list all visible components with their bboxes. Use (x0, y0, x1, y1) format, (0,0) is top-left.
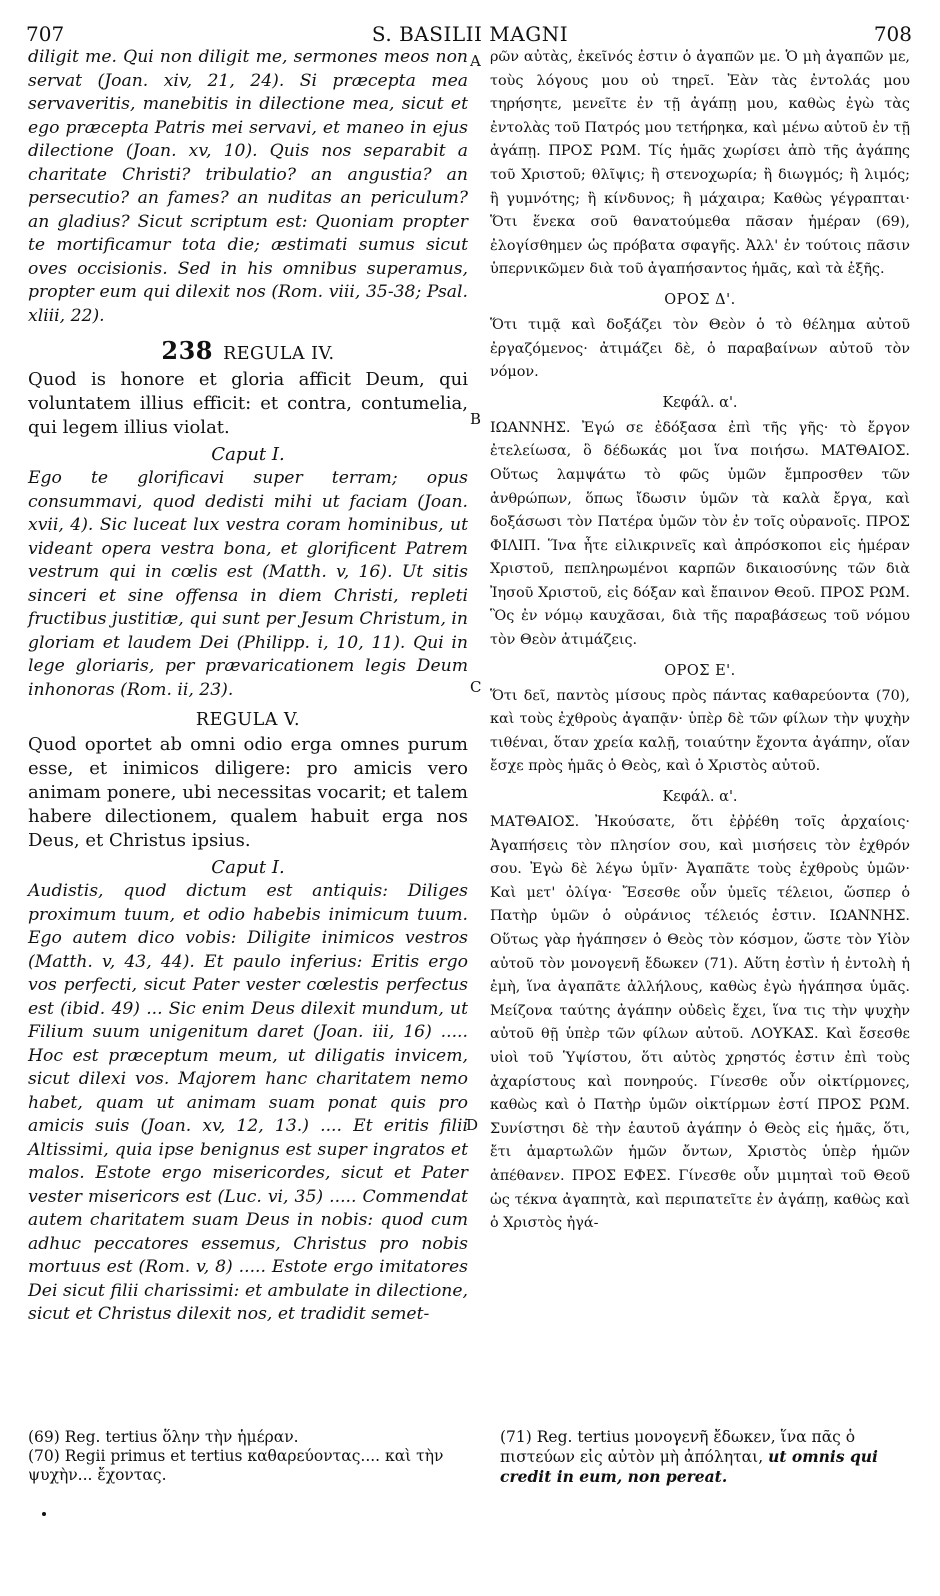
greek-rule-5-title: Ὅτι δεῖ, παντὸς μίσους πρὸς πάντας καθαρεύοντα (70), καὶ τοὺς ἐχθροὺς ἀγαπᾷν· ὑπὲρ δὲ τῶν φίλων τὴν ψυχὴν τιθέναι, ὅταν χρεία καλῇ, τοιαύτην ἔχοντα ἀγάπην, οἵαν ἔσχε πρὸς ἡμᾶς ὁ Θεὸς, καὶ ὁ Χριστὸς αὐτοῦ. (490, 687, 910, 775)
greek-intro-text: ρῶν αὐτὰς, ἐκεῖνός ἐστιν ὁ ἀγαπῶν με. Ὁ μὴ ἀγαπῶν με, τοὺς λόγους μου οὐ τηρεῖ. Ἐὰν τὰς ἐντολάς μου τηρήσητε, μενεῖτε ἐν τῇ ἀγάπῃ μου, καθὼς ἐγὼ τὰς ἐντολὰς τοῦ Πατρός μου τετήρηκα, καὶ μένω αὐτοῦ ἐν τῇ ἀγάπῃ. ΠΡΟΣ ΡΩΜ. Τίς ἡμᾶς χωρίσει ἀπὸ τῆς ἀγάπης τοῦ Χριστοῦ; θλῖψις; ἢ στενοχωρία; ἢ διωγμός; ἢ λιμός; ἢ γυμνότης; ἢ κίνδυνος; ἢ μάχαιρα; Καθὼς γέγραπται· Ὅτι ἕνεκα σοῦ θανατούμεθα πᾶσαν ἡμέραν (69), ἐλογίσθημεν ὡς πρόβατα σφαγῆς. Ἀλλ' ἐν τούτοις πᾶσιν ὑπερνικῶμεν διὰ τοῦ ἀγαπήσαντος ἡμᾶς, καὶ τὰ ἑξῆς. (490, 49, 910, 278)
page-number-right: 708 (873, 22, 912, 46)
footnote-71 (500, 1428, 910, 1487)
latin-rule-4-text: Ego te glorificavi super terram; opus consummavi, quod dedisti mihi ut faciam (Joan. xvii, 4). Sic luceat lux vestra coram hominibus, ut videant opera vestra bona, et glorificent Patrem vestrum qui in cœlis est (Matth. v, 16). Ut sitis sinceri et sine offensa in diem Christi, repleti fructibus justitiæ, qui sunt per Jesum Christum, in gloriam et laudem Dei (Philipp. i, 10, 11). Qui in lege gloriaris, per prævaricationem legis Deum inhonoras (Rom. ii, 23). (28, 468, 468, 700)
footnote-71-greek: μονογενῆ ἔδωκεν, ἵνα πᾶς ὁ πιστεύων εἰς αὐτὸν μὴ ἀπόληται, (500, 1428, 856, 1466)
greek-rule-4-caput: Κεφάλ. α'. (662, 394, 738, 411)
latin-rule-4-caput: Caput I. (211, 444, 285, 465)
column-number-238: 238 (161, 336, 213, 365)
footnote-69: (69) Reg. tertius ὅλην τὴν ἡμέραν. (28, 1428, 299, 1446)
rule-4-label: REGULA IV. (223, 344, 335, 364)
page-number-left: 707 (26, 22, 65, 46)
latin-rule-5-heading: REGULA V. (195, 710, 301, 730)
footnotes-left (28, 1428, 468, 1485)
greek-rule-5-heading: ΟΡΟΣ Ε'. (664, 662, 736, 679)
greek-rule-5-caput: Κεφάλ. α'. (662, 789, 738, 806)
greek-rule-4-heading: ΟΡΟΣ Δ'. (664, 291, 736, 308)
margin-letter-a: A (470, 52, 481, 70)
ink-dot (42, 1512, 46, 1516)
footnote-71-label: (71) Reg. tertius (500, 1428, 630, 1446)
footnote-71-latin: ut omnis qui credit in eum, non pereat. (500, 1447, 878, 1486)
footnotes-right (500, 1428, 910, 1487)
running-title: S. BASILII MAGNI (371, 22, 569, 46)
latin-rule-5-text: Audistis, quod dictum est antiquis: Diliges proximum tuum, et odio habebis inimicum tuum. Ego autem dico vobis: Diligite inimicos vestros (Matth. v, 43, 44). Et paulo inferius: Eritis ergo vos perfecti, sicut Pater vester cœlestis perfectus est (ibid. 49) ... Sic enim Deus dilexit mundum, ut Filium suum unigenitum daret (Joan. iii, 16) ..... Hoc est præceptum meum, ut diligatis invicem, sicut dilexi vos. Majorem hanc charitatem nemo habet, quam ut animam suam ponat quis pro amicis suis (Joan. xv, 12, 13.) .... Et eritis filii Altissimi, quia ipse benignus est super ingratos et malos. Estote ergo misericordes, sicut et Pater vester misericors est (Luc. vi, 35) ..... Commendat autem charitatem suam Deus in nobis: quod cum adhuc peccatores essemus, Christus pro nobis mortuus est (Rom. v, 8) ..... Estote ergo imitatores Dei sicut filii charissimi: et ambulate in dilectione, sicut et Christus dilexit nos, et tradidit semet- (28, 881, 468, 1324)
running-header (0, 18, 940, 48)
greek-rule-4-title: Ὅτι τιμᾷ καὶ δοξάζει τὸν Θεὸν ὁ τὸ θέλημα αὐτοῦ ἐργαζόμενος· ἀτιμάζει δὲ, ὁ παραβαίνων αὐτοῦ τὸν νόμον. (490, 316, 910, 381)
latin-rule-5-caput: Caput I. (211, 857, 285, 878)
margin-letter-c: C (470, 678, 482, 696)
margin-letter-d: D (466, 1116, 479, 1134)
latin-rule-4-title: Quod is honore et gloria afficit Deum, qui voluntatem illius efficit: et contra, contumelia, qui legem illius violat. (28, 369, 468, 438)
greek-column (490, 46, 910, 1236)
greek-rule-5-text: ΜΑΤΘΑΙΟΣ. Ἠκούσατε, ὅτι ἐῤῥέθη τοῖς ἀρχαίοις· Ἀγαπήσεις τὸν πλησίον σου, καὶ μισήσεις τὸν ἐχθρόν σου. Ἐγὼ δὲ λέγω ὑμῖν· Ἀγαπᾶτε τοὺς ἐχθροὺς ὑμῶν· Καὶ μετ' ὀλίγα· Ἔσεσθε οὖν ὑμεῖς τέλειοι, ὥσπερ ὁ Πατὴρ ὑμῶν ὁ οὐράνιος τέλειός ἐστιν. ΙΩΑΝΝΗΣ. Οὕτως γὰρ ἠγάπησεν ὁ Θεὸς τὸν κόσμον, ὥστε τὸν Υἱὸν αὐτοῦ τὸν μονογενῆ ἔδωκεν (71). Αὕτη ἐστὶν ἡ ἐντολὴ ἡ ἐμὴ, ἵνα ἀγαπᾶτε ἀλλήλους, καθὼς ἐγὼ ἠγάπησα ὑμᾶς. Μείζονα ταύτης ἀγάπην οὐδεὶς ἔχει, ἵνα τις τὴν ψυχὴν αὐτοῦ θῇ ὑπὲρ τῶν φίλων αὐτοῦ. ΛΟΥΚΑΣ. Καὶ ἔσεσθε υἱοὶ τοῦ Ὑψίστου, ὅτι αὐτὸς χρηστός ἐστιν ἐπὶ τοὺς ἀχαρίστους καὶ πονηρούς. Γίνεσθε οὖν οἰκτίρμονες, καθὼς καὶ ὁ Πατὴρ ὑμῶν οἰκτίρμων ἐστί ΠΡΟΣ ΡΩΜ. Συνίστησι δὲ τὴν ἑαυτοῦ ἀγάπην ὁ Θεὸς εἰς ἡμᾶς, ὅτι, ἔτι ἁμαρτωλῶν ἡμῶν ὄντων, Χριστὸς ὑπὲρ ἡμῶν ἀπέθανεν. ΠΡΟΣ ΕΦΕΣ. Γίνεσθε οὖν μιμηταὶ τοῦ Θεοῦ ὡς τέκνα ἀγαπητὰ, καὶ περιπατεῖτε ἐν ἀγάπῃ, καθὼς καὶ ὁ Χριστὸς ἠγά- (490, 814, 910, 1232)
latin-intro-text: diligit me. Qui non diligit me, sermones meos non servat (Joan. xiv, 21, 24). Si præcepta mea servaveritis, manebitis in dilectione mea, sicut et ego præcepta Patris mei servavi, et maneo in ejus dilectione (Joan. xv, 10). Quis nos separabit a charitate Christi? tribulatio? an angustia? an persecutio? an fames? an nuditas an periculum? an gladius? Sicut scriptum est: Quoniam propter te mortificamur tota die; æstimati sumus sicut oves occisionis. Sed in his omnibus superamus, propter eum qui dilexit nos (Rom. viii, 35-38; Psal. xliii, 22). (28, 47, 468, 326)
greek-rule-4-text: ΙΩΑΝΝΗΣ. Ἐγώ σε ἐδόξασα ἐπὶ τῆς γῆς· τὸ ἔργον ἐτελείωσα, ὃ δέδωκάς μοι ἵνα ποιήσω. ΜΑΤΘΑΙΟΣ. Οὕτως λαμψάτω τὸ φῶς ὑμῶν ἔμπροσθεν τῶν ἀνθρώπων, ὅπως ἴδωσιν ὑμῶν τὰ καλὰ ἔργα, καὶ δοξάσωσι τὸν Πατέρα ὑμῶν τὸν ἐν τοῖς οὐρανοῖς. ΠΡΟΣ ΦΙΛΙΠ. Ἵνα ἦτε εἰλικρινεῖς καὶ ἀπρόσκοποι εἰς ἡμέραν Χριστοῦ, πεπληρωμένοι καρπῶν δικαιοσύνης τῶν διὰ Ἰησοῦ Χριστοῦ, εἰς δόξαν καὶ ἔπαινον Θεοῦ. ΠΡΟΣ ΡΩΜ. Ὃς ἐν νόμῳ καυχᾶσαι, διὰ τῆς παραβάσεως τοῦ νόμου τὸν Θεὸν ἀτιμάζεις. (490, 419, 910, 649)
latin-rule-4-heading (28, 336, 468, 365)
latin-column (28, 46, 468, 1327)
margin-letter-b: B (470, 410, 482, 428)
latin-rule-5-title: Quod oportet ab omni odio erga omnes purum esse, et inimicos diligere: pro amicis vero animam ponere, ubi necessitas vocarit; et talem habere dilectionem, qualem habuit erga nos Deus, et Christus ipsius. (28, 734, 468, 851)
footnote-70: (70) Regii primus et tertius καθαρεύοντας.... καὶ τὴν ψυχὴν... ἔχοντας. (28, 1447, 444, 1484)
